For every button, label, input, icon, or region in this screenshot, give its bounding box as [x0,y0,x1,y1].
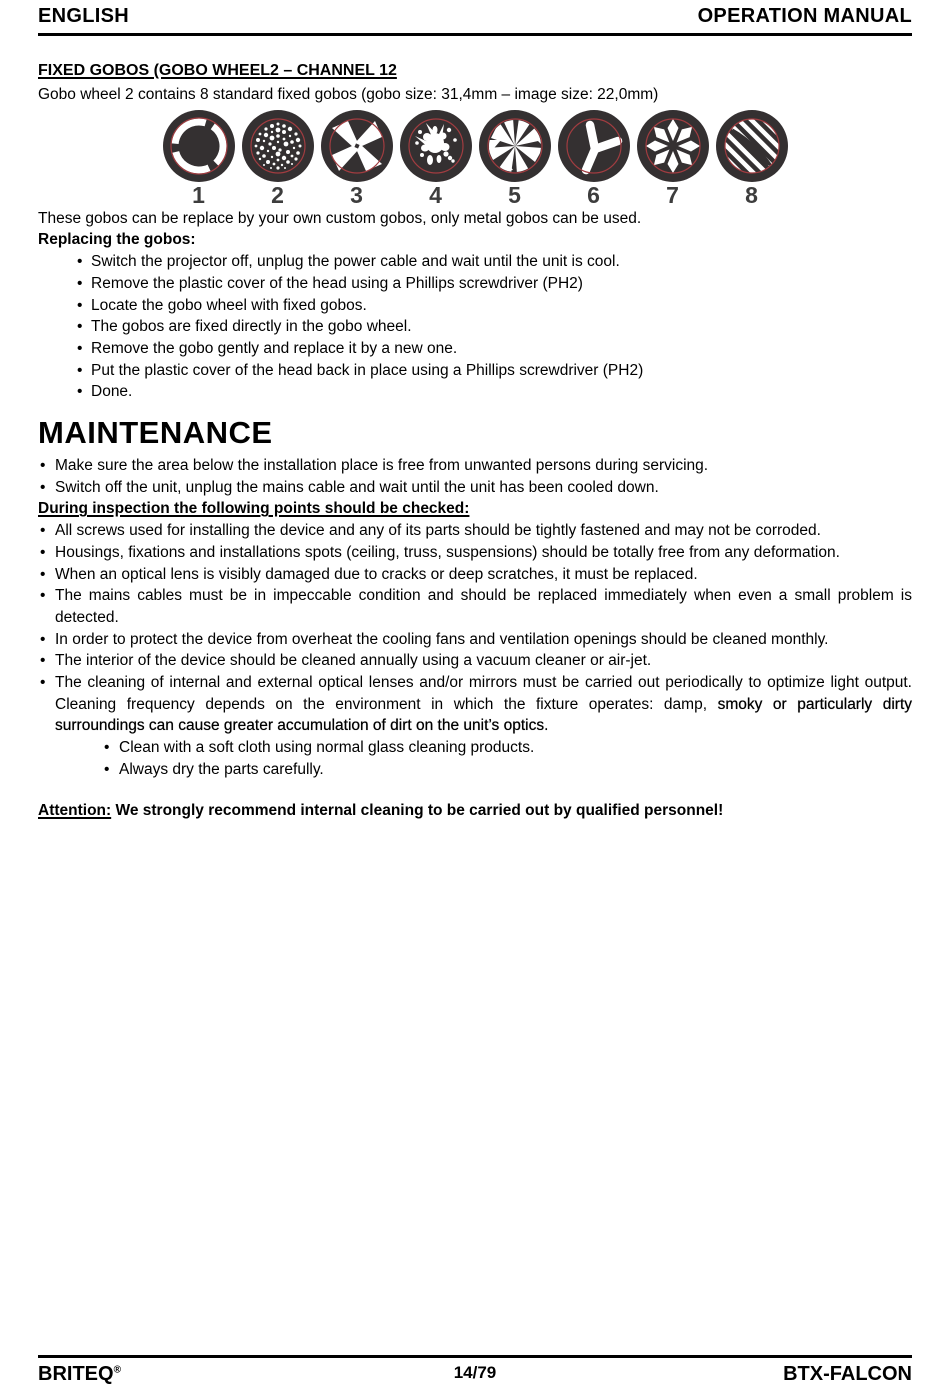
gobo-number-6: 6 [587,181,600,208]
step-text: Locate the gobo wheel with fixed gobos. [91,296,367,314]
point-text: Make sure the area below the installation place is free from unwanted persons during servicing. [55,457,709,475]
maintenance-heading: MAINTENANCE [38,415,273,451]
step-text: Remove the plastic cover of the head using a Phillips screwdriver (PH2) [91,274,583,292]
replacing-step [75,295,912,317]
gobo-row [38,110,912,208]
gobo-3 [321,110,393,208]
gobo-number-8: 8 [745,181,758,208]
bullet-icon: • [40,565,46,583]
point-text: The cleaning of internal and external optical lenses and/or mirrors must be carried out periodically to optimize light output. Cleaning frequency depends on the environment in which the fixture operates: damp, [55,674,912,713]
bullet-icon: • [40,543,46,561]
point-text: When an optical lens is visibly damaged due to cracks or deep scratches, it must be replaced. [55,565,698,583]
inspection-points-list [38,520,912,780]
triple-y-gobo-icon [558,110,630,182]
gobo-number-7: 7 [666,181,679,208]
page-footer [38,1355,912,1386]
bullet-icon: • [77,318,83,336]
step-text: The gobos are fixed directly in the gobo wheel. [91,318,412,336]
dot-breakup-gobo-icon [242,110,314,182]
attention-text: We strongly recommend internal cleaning to be carried out by qualified personnel! [111,801,724,819]
bullet-icon: • [77,253,83,271]
inspection-point [38,564,912,586]
bullet-icon: • [104,760,110,778]
maintenance-point [38,455,912,477]
inspection-point [38,629,912,651]
gobo-6 [558,110,630,208]
header-language-label: ENGLISH [38,5,129,27]
point-text: The interior of the device should be cleaned annually using a vacuum cleaner or air-jet. [55,652,652,670]
step-text: Switch the projector off, unplug the power cable and wait until the unit is cool. [91,253,620,271]
replacing-step [75,360,912,382]
gobo-8 [716,110,788,208]
inspection-point [38,542,912,564]
bullet-icon: • [77,361,83,379]
step-text: Put the plastic cover of the head back in place using a Phillips screwdriver (PH2) [91,361,644,379]
attention-label: Attention: [38,801,112,819]
inspection-point-cleaning [38,672,912,781]
pinwheel-gobo-icon [321,110,393,182]
bullet-icon: • [77,383,83,401]
snowflake-star-gobo-icon [637,110,709,182]
cleaning-sub-point [102,737,912,759]
custom-gobos-note: These gobos can be replace by your own custom gobos, only metal gobos can be used. [38,209,642,227]
attention-note [38,800,912,822]
sub-point-text: Clean with a soft cloth using normal glass cleaning products. [119,739,535,757]
point-text: Housings, fixations and installations spots (ceiling, truss, suspensions) should be totally free from any deformation. [55,543,840,561]
cleaning-sub-list [102,737,912,780]
replacing-step [75,251,912,273]
footer-page-number: 14/79 [453,1363,497,1382]
bullet-icon: • [77,339,83,357]
gobo-number-4: 4 [429,181,442,208]
bullet-icon: • [40,630,46,648]
bullet-icon: • [40,457,46,475]
bullet-icon: • [104,739,110,757]
bullet-icon: • [40,522,46,540]
bullet-icon: • [77,296,83,314]
gobo-number-1: 1 [192,181,205,208]
gobo-1 [163,110,235,208]
section-title-fixed-gobos: FIXED GOBOS (GOBO WHEEL2 – CHANNEL 12 [38,62,397,79]
registered-trademark-icon: ® [113,1364,121,1376]
cleaning-sub-point [102,759,912,781]
replacing-step [75,338,912,360]
point-text: The mains cables must be in impeccable condition and should be replaced immediately when even a small problem is detected. [55,587,912,626]
diagonal-lines-gobo-icon [716,110,788,182]
footer-product: BTX-FALCON [783,1363,912,1385]
footer-brand-text: BRITEQ [38,1363,114,1385]
gobo-7 [637,110,709,208]
inspection-point [38,650,912,672]
replacing-step [75,381,912,403]
step-text: Done. [91,383,133,401]
point-text: Switch off the unit, unplug the mains cable and wait until the unit has been cooled down. [55,478,659,496]
segmented-ring-gobo-icon [163,110,235,182]
gobo-2 [242,110,314,208]
gobo-5 [479,110,551,208]
replacing-step [75,273,912,295]
page-header [38,0,912,36]
inspection-point [38,520,912,542]
bullet-icon: • [77,274,83,292]
maintenance-point [38,477,912,499]
header-title-label: OPERATION MANUAL [697,5,912,27]
shattered-glass-gobo-icon [479,110,551,182]
maintenance-general-list [38,455,912,498]
gobo-number-2: 2 [271,181,284,208]
bullet-icon: • [40,674,46,692]
replacing-steps-list [75,251,912,403]
step-text: Remove the gobo gently and replace it by a new one. [91,339,458,357]
gobo-number-5: 5 [508,181,521,208]
bullet-icon: • [40,652,46,670]
inspection-point [38,585,912,628]
replacing-gobos-heading: Replacing the gobos: [38,231,196,249]
inspection-heading: During inspection the following points should be checked: [38,500,470,518]
bullet-icon: • [40,587,46,605]
replacing-step [75,316,912,338]
sub-point-text: Always dry the parts carefully. [119,760,324,778]
gobo-4 [400,110,472,208]
gobo-number-3: 3 [350,181,363,208]
bullet-icon: • [40,478,46,496]
splash-gobo-icon [400,110,472,182]
gobo-wheel2-intro: Gobo wheel 2 contains 8 standard fixed gobos (gobo size: 31,4mm – image size: 22,0mm) [38,86,659,103]
point-text-emphasis: smoky or particularly dirty surroundings can cause greater accumulation of dirt on the unit’s optics. [55,695,912,735]
point-text: All screws used for installing the device and any of its parts should be tightly fastened and may not be corroded. [55,522,821,540]
point-text: In order to protect the device from overheat the cooling fans and ventilation openings should be cleaned monthly. [55,630,829,648]
